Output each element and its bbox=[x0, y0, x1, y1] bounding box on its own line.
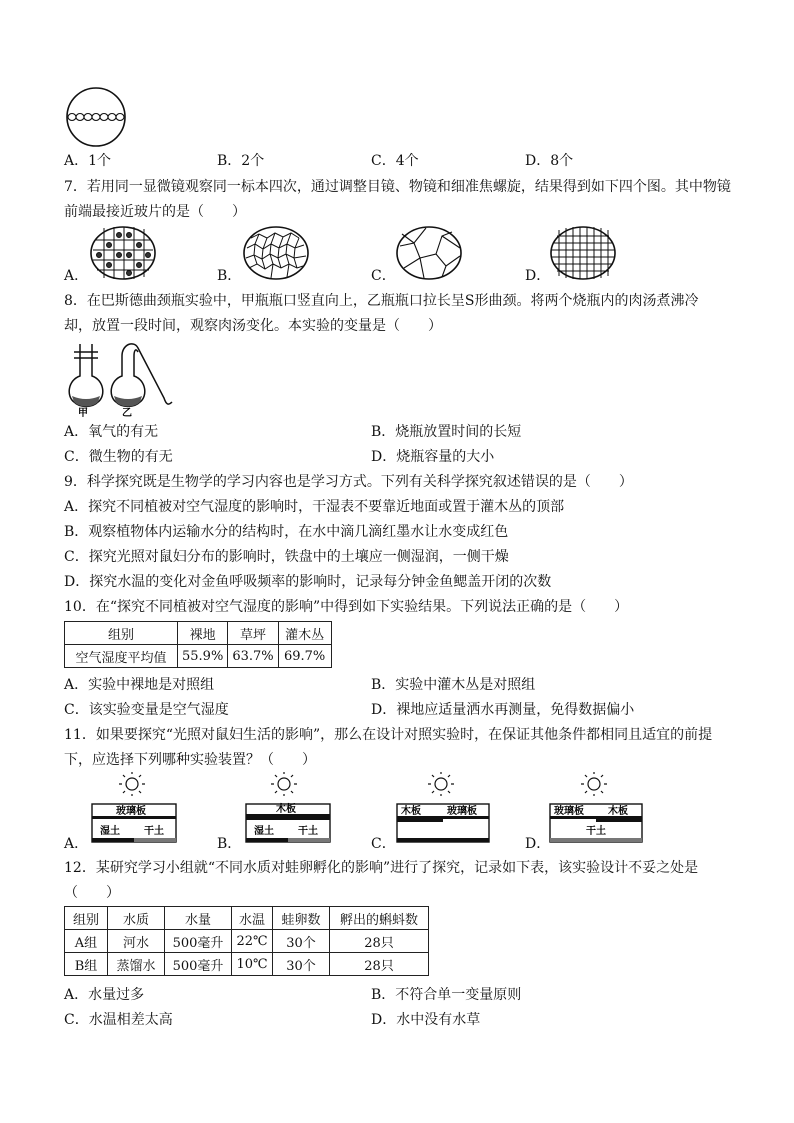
q6-option-c[interactable]: C．4个 bbox=[371, 153, 419, 169]
table-row bbox=[65, 930, 429, 953]
sun-icon bbox=[119, 772, 145, 796]
q12-a-quality: 河水 bbox=[108, 930, 165, 953]
q6-option-b[interactable]: B．2个 bbox=[217, 153, 265, 169]
q10-option-a[interactable]: A．实验中裸地是对照组 bbox=[64, 677, 215, 693]
q10-cell-lawn: 63.7% bbox=[228, 645, 278, 668]
q11-stem: 11．如果要探究“光照对鼠妇生活的影响”，那么在设计对照实验时，在保证其他条件都相同且适宜的前提 bbox=[64, 727, 713, 743]
q12-b-group: B组 bbox=[65, 953, 108, 976]
q8-option-b[interactable]: B．烧瓶放置时间的长短 bbox=[371, 424, 522, 440]
q12-a-eggs: 30个 bbox=[273, 930, 330, 953]
q11-option-a[interactable]: A． bbox=[64, 836, 89, 852]
table-row bbox=[65, 953, 429, 976]
q9-stem: 9．科学探究既是生物学的学习内容也是学习方式。下列有关科学探究叙述错误的是（ ） bbox=[64, 474, 633, 490]
q7-figure-c bbox=[396, 226, 462, 280]
q7-option-a[interactable]: A． bbox=[64, 268, 89, 284]
q10-option-d[interactable]: D．裸地应适量洒水再测量，免得数据偏小 bbox=[371, 702, 635, 718]
q11-c-wood-label: 木板 bbox=[401, 806, 421, 817]
q10-option-c[interactable]: C．该实验变量是空气湿度 bbox=[64, 702, 229, 718]
q6-option-a[interactable]: A．1个 bbox=[64, 153, 112, 169]
q8-option-d[interactable]: D．烧瓶容量的大小 bbox=[371, 449, 495, 465]
sun-icon bbox=[271, 772, 297, 796]
q12-header-temp: 水温 bbox=[232, 907, 273, 930]
q12-option-b[interactable]: B．不符合单一变量原则 bbox=[371, 987, 522, 1003]
q8-stem: 8．在巴斯德曲颈瓶实验中，甲瓶瓶口竖直向上，乙瓶瓶口拉长呈S形曲颈。将两个烧瓶内的肉汤煮沸冷 bbox=[64, 293, 699, 309]
q10-option-b[interactable]: B．实验中灌木丛是对照组 bbox=[371, 677, 536, 693]
q10-header-shrub: 灌木丛 bbox=[278, 622, 331, 645]
q12-a-temp: 22℃ bbox=[232, 930, 273, 953]
q7-option-b[interactable]: B． bbox=[217, 268, 242, 284]
q11-option-c[interactable]: C． bbox=[371, 836, 396, 852]
q8-flask-label-jia: 甲 bbox=[78, 408, 88, 419]
q12-stem: 12．某研究学习小组就“不同水质对蛙卵孵化的影响”进行了探究，记录如下表，该实验设计不妥之处是 bbox=[64, 860, 699, 876]
q8-flask-label-yi: 乙 bbox=[122, 408, 132, 419]
q7-figure-d bbox=[550, 226, 616, 280]
q12-stem-cont: （ ） bbox=[64, 885, 120, 901]
q10-row-label: 空气湿度平均值 bbox=[65, 645, 178, 668]
q7-figure-b bbox=[243, 226, 309, 280]
q6-figure bbox=[62, 89, 132, 145]
q11-b-wet-label: 湿土 bbox=[254, 826, 274, 837]
q12-a-volume: 500毫升 bbox=[165, 930, 232, 953]
q9-option-b[interactable]: B．观察植物体内运输水分的结构时，在水中滴几滴红墨水让水变成红色 bbox=[64, 524, 509, 540]
q12-b-temp: 10℃ bbox=[232, 953, 273, 976]
q7-stem: 7．若用同一显微镜观察同一标本四次，通过调整目镜、物镜和细准焦螺旋，结果得到如下四个图。其中物镜 bbox=[64, 179, 731, 195]
q12-header-tadpoles: 孵出的蝌蚪数 bbox=[330, 907, 429, 930]
q8-flask-figure bbox=[64, 340, 174, 419]
q11-c-glass-label: 玻璃板 bbox=[447, 806, 477, 817]
q10-cell-bare: 55.9% bbox=[178, 645, 228, 668]
q12-header-quality: 水质 bbox=[108, 907, 165, 930]
q12-a-group: A组 bbox=[65, 930, 108, 953]
q12-header-eggs: 蛙卵数 bbox=[273, 907, 330, 930]
q12-a-tadpoles: 28只 bbox=[330, 930, 429, 953]
q12-table bbox=[64, 906, 429, 976]
q10-cell-shrub: 69.7% bbox=[278, 645, 331, 668]
q7-option-d[interactable]: D． bbox=[525, 268, 551, 284]
table-row bbox=[65, 907, 429, 930]
q11-a-dry-label: 干土 bbox=[144, 826, 164, 837]
q11-d-glass-label: 玻璃板 bbox=[554, 806, 584, 817]
q11-device-c bbox=[393, 772, 497, 848]
q7-option-c[interactable]: C． bbox=[371, 268, 396, 284]
q11-a-wet-label: 湿土 bbox=[100, 826, 120, 837]
q12-b-quality: 蒸馏水 bbox=[108, 953, 165, 976]
q12-b-eggs: 30个 bbox=[273, 953, 330, 976]
q11-d-wood-label: 木板 bbox=[608, 806, 628, 817]
q10-header-lawn: 草坪 bbox=[228, 622, 278, 645]
q8-option-a[interactable]: A．氧气的有无 bbox=[64, 424, 159, 440]
q7-figure-a bbox=[90, 226, 156, 280]
q10-header-bare: 裸地 bbox=[178, 622, 228, 645]
q12-b-volume: 500毫升 bbox=[165, 953, 232, 976]
sun-icon bbox=[581, 772, 607, 796]
q11-device-b bbox=[242, 772, 338, 848]
q12-b-tadpoles: 28只 bbox=[330, 953, 429, 976]
q12-option-d[interactable]: D．水中没有水草 bbox=[371, 1012, 481, 1028]
q9-option-c[interactable]: C．探究光照对鼠妇分布的影响时，铁盘中的土壤应一侧湿润，一侧干燥 bbox=[64, 549, 509, 565]
sun-icon bbox=[428, 772, 454, 796]
q11-a-glass-label: 玻璃板 bbox=[116, 806, 146, 817]
q7-stem-cont: 前端最接近玻片的是（ ） bbox=[64, 204, 246, 220]
q11-option-b[interactable]: B． bbox=[217, 836, 242, 852]
q11-device-d bbox=[546, 772, 650, 848]
q9-option-d[interactable]: D．探究水温的变化对金鱼呼吸频率的影响时，记录每分钟金鱼鳃盖开闭的次数 bbox=[64, 574, 552, 590]
q12-header-volume: 水量 bbox=[165, 907, 232, 930]
q8-option-c[interactable]: C．微生物的有无 bbox=[64, 449, 173, 465]
q11-d-dry-label: 干土 bbox=[586, 826, 606, 837]
table-row bbox=[65, 645, 332, 668]
q11-b-wood-label: 木板 bbox=[276, 804, 296, 815]
q11-b-dry-label: 干土 bbox=[298, 826, 318, 837]
q10-table bbox=[64, 621, 332, 668]
q10-header-group: 组别 bbox=[65, 622, 178, 645]
table-row bbox=[65, 622, 332, 645]
q12-header-group: 组别 bbox=[65, 907, 108, 930]
q11-stem-cont: 下，应选择下列哪种实验装置？（ ） bbox=[64, 752, 316, 768]
q12-option-a[interactable]: A．水量过多 bbox=[64, 987, 145, 1003]
q6-option-d[interactable]: D．8个 bbox=[525, 153, 574, 169]
q11-option-d[interactable]: D． bbox=[525, 836, 551, 852]
q11-device-a bbox=[88, 772, 184, 848]
q8-stem-cont: 却，放置一段时间，观察肉汤变化。本实验的变量是（ ） bbox=[64, 318, 442, 334]
q12-option-c[interactable]: C．水温相差太高 bbox=[64, 1012, 173, 1028]
q10-stem: 10．在“探究不同植被对空气湿度的影响”中得到如下实验结果。下列说法正确的是（ ） bbox=[64, 599, 629, 615]
q9-option-a[interactable]: A．探究不同植被对空气湿度的影响时，干湿表不要靠近地面或置于灌木丛的顶部 bbox=[64, 499, 565, 515]
